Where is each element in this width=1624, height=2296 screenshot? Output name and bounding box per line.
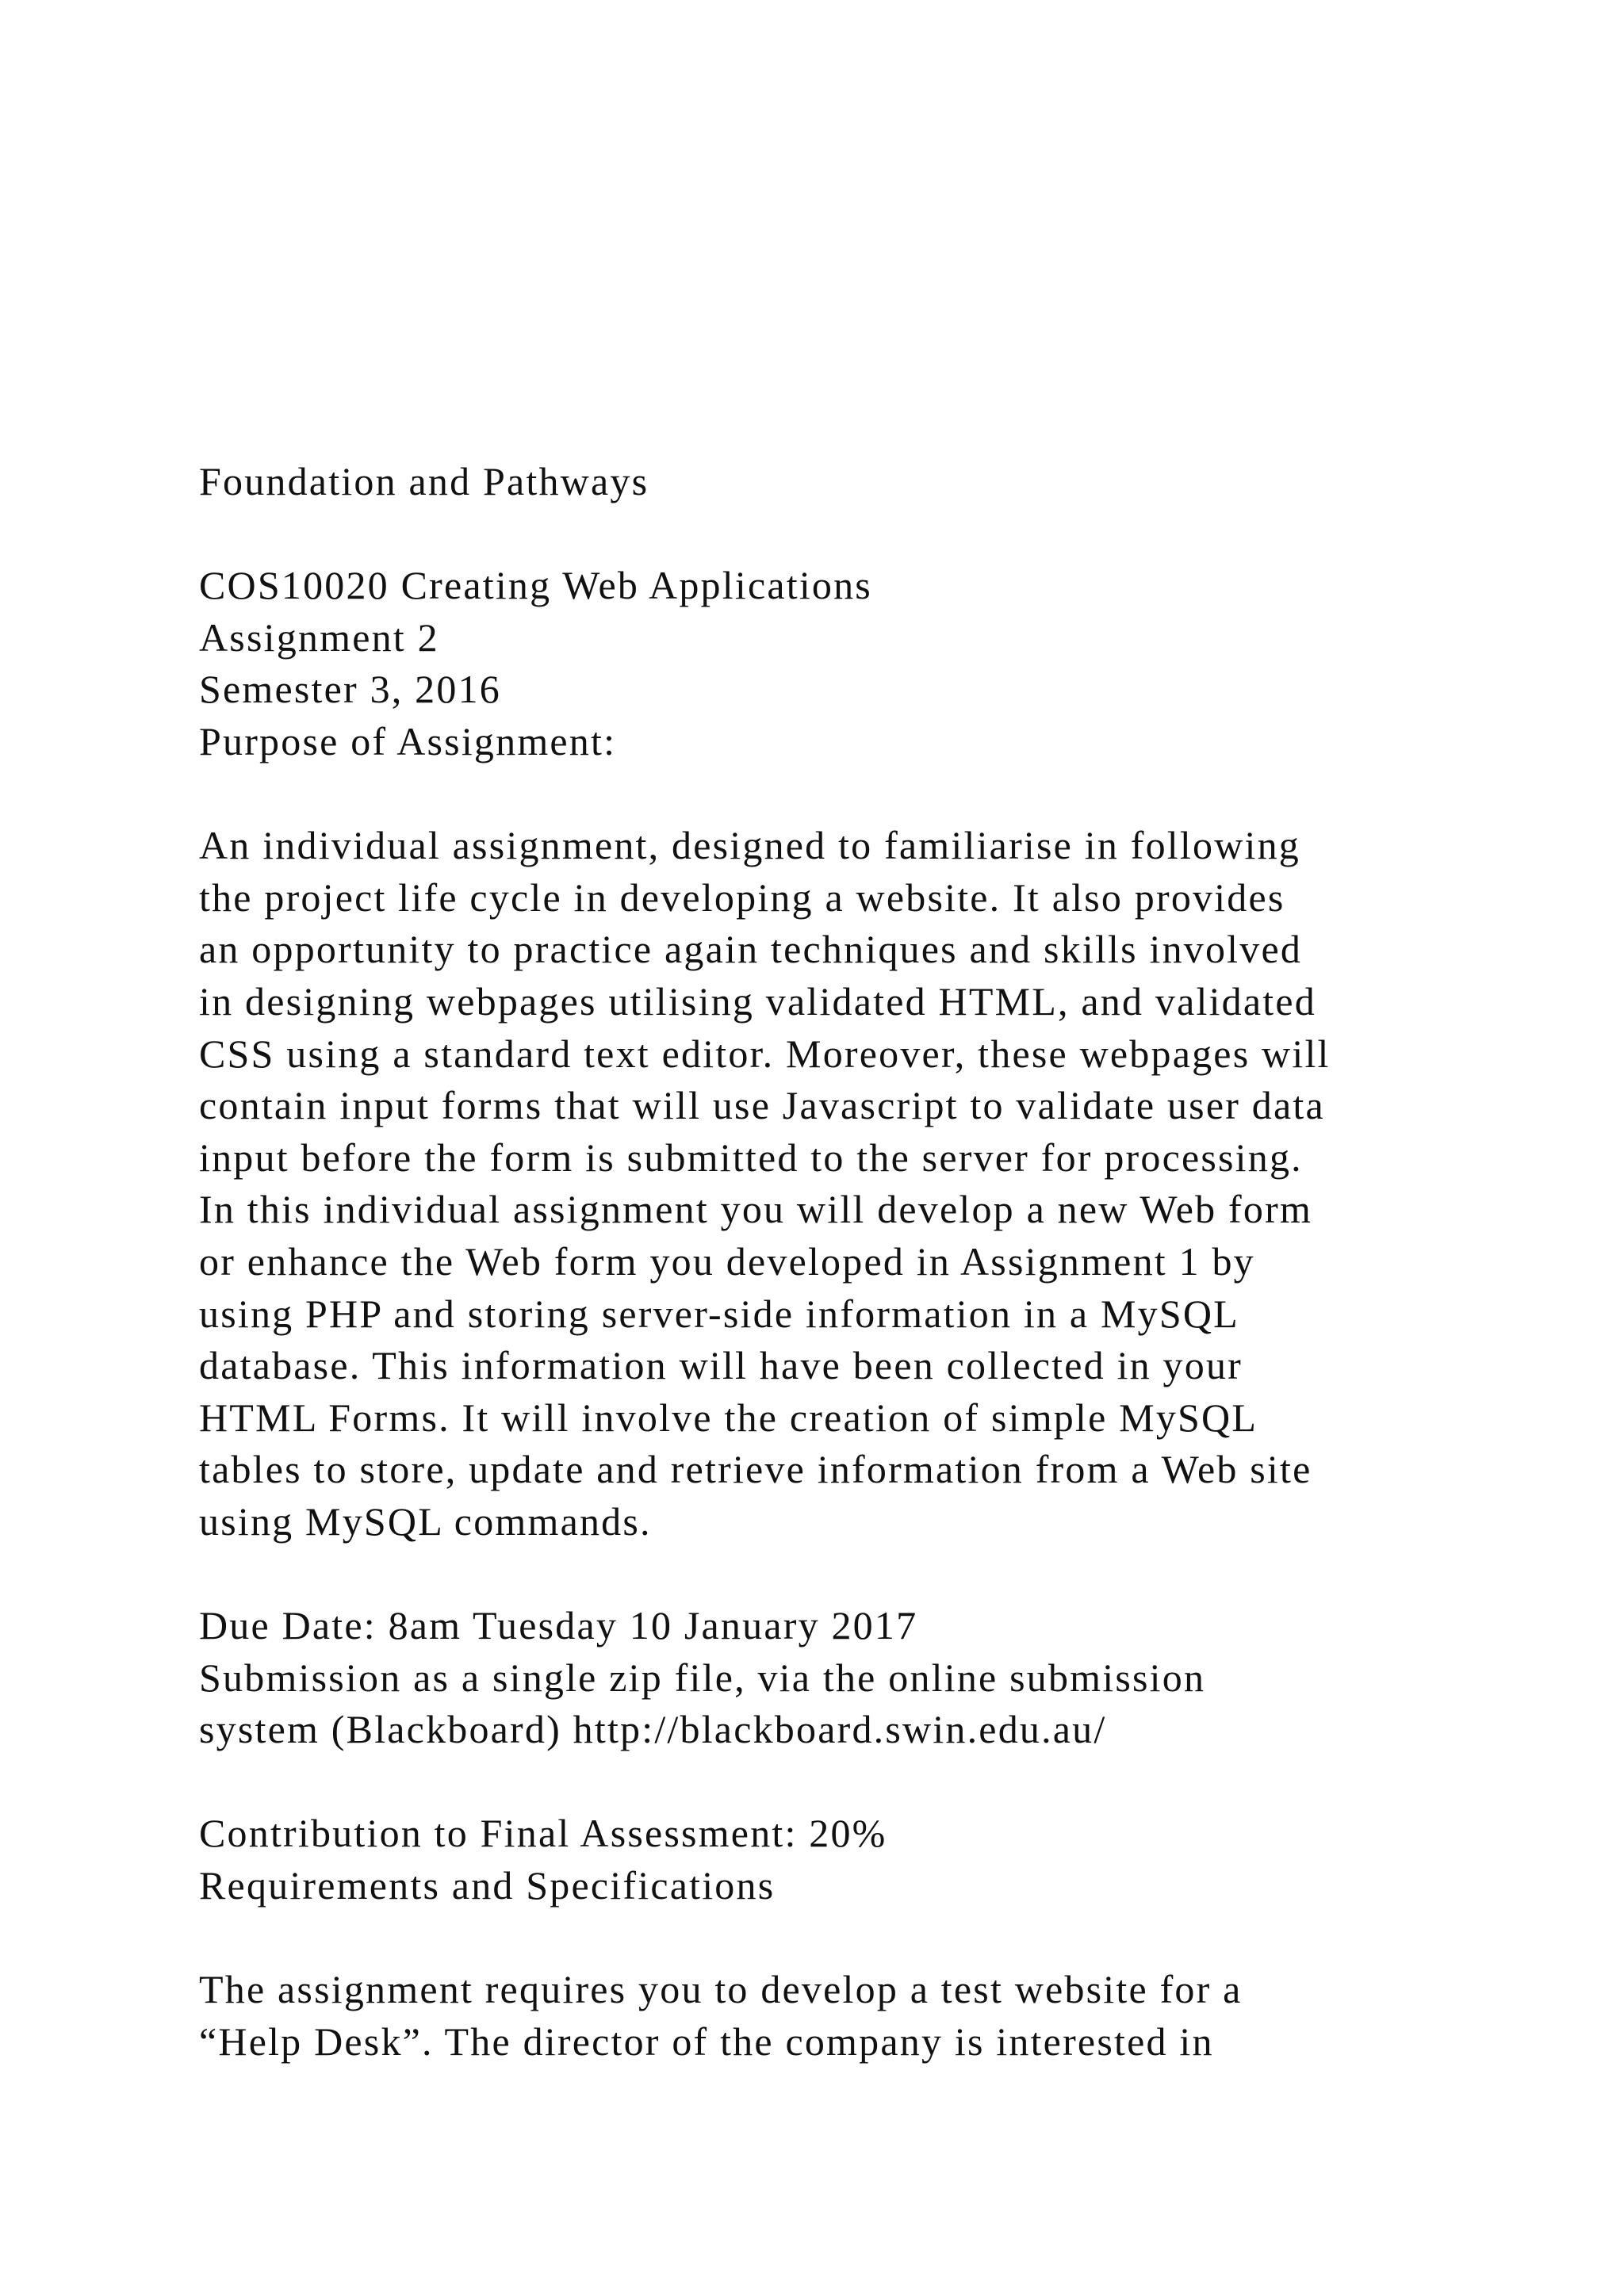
course-title: COS10020 Creating Web Applications (199, 563, 872, 608)
paragraph-line: An individual assignment, designed to familiarise in following (199, 823, 1300, 868)
purpose-paragraph (199, 820, 1500, 1548)
paragraph-line: In this individual assignment you will develop a new Web form (199, 1187, 1313, 1232)
paragraph-line: using PHP and storing server-side information in a MySQL (199, 1291, 1239, 1336)
assignment-title: Assignment 2 (199, 614, 439, 660)
paragraph-line: CSS using a standard text editor. Moreover, these webpages will (199, 1031, 1331, 1076)
purpose-heading: Purpose of Assignment: (199, 718, 617, 763)
institution-header: Foundation and Pathways (199, 459, 649, 503)
due-date: Due Date: 8am Tuesday 10 January 2017 (199, 1603, 918, 1648)
paragraph-line: HTML Forms. It will involve the creation of simple MySQL (199, 1395, 1258, 1440)
blank-line (199, 1756, 1500, 1808)
requirements-heading: Requirements and Specifications (199, 1863, 776, 1908)
document-body (199, 456, 1500, 2068)
paragraph-line: or enhance the Web form you developed in Assignment 1 by (199, 1238, 1255, 1284)
blank-line (199, 508, 1500, 561)
paragraph-line: input before the form is submitted to the server for processing. (199, 1135, 1303, 1180)
requirements-paragraph (199, 1964, 1500, 2068)
paragraph-line: the project life cycle in developing a website. It also provides (199, 874, 1285, 920)
blank-line (199, 768, 1500, 821)
paragraph-line: database. This information will have been collected in your (199, 1343, 1243, 1388)
paragraph-line: contain input forms that will use Javascript to validate user data (199, 1083, 1325, 1128)
paragraph-line: tables to store, update and retrieve information from a Web site (199, 1447, 1312, 1492)
blank-line (199, 1912, 1500, 1965)
submission-info (199, 1652, 1500, 1756)
contribution-label: Contribution to Final Assessment: 20% (199, 1811, 887, 1856)
submission-line: system (Blackboard) http://blackboard.swin.edu.au/ (199, 1707, 1107, 1752)
paragraph-line: an opportunity to practice again techniques and skills involved (199, 927, 1303, 972)
paragraph-line: in designing webpages utilising validated HTML, and validated (199, 978, 1316, 1024)
blank-line (199, 1548, 1500, 1600)
paragraph-line: using MySQL commands. (199, 1498, 652, 1544)
paragraph-line: The assignment requires you to develop a test website for a (199, 1967, 1243, 2012)
submission-line: Submission as a single zip file, via the online submission (199, 1655, 1206, 1700)
semester-label: Semester 3, 2016 (199, 667, 501, 712)
paragraph-line: “Help Desk”. The director of the company is interested in (199, 2019, 1214, 2064)
